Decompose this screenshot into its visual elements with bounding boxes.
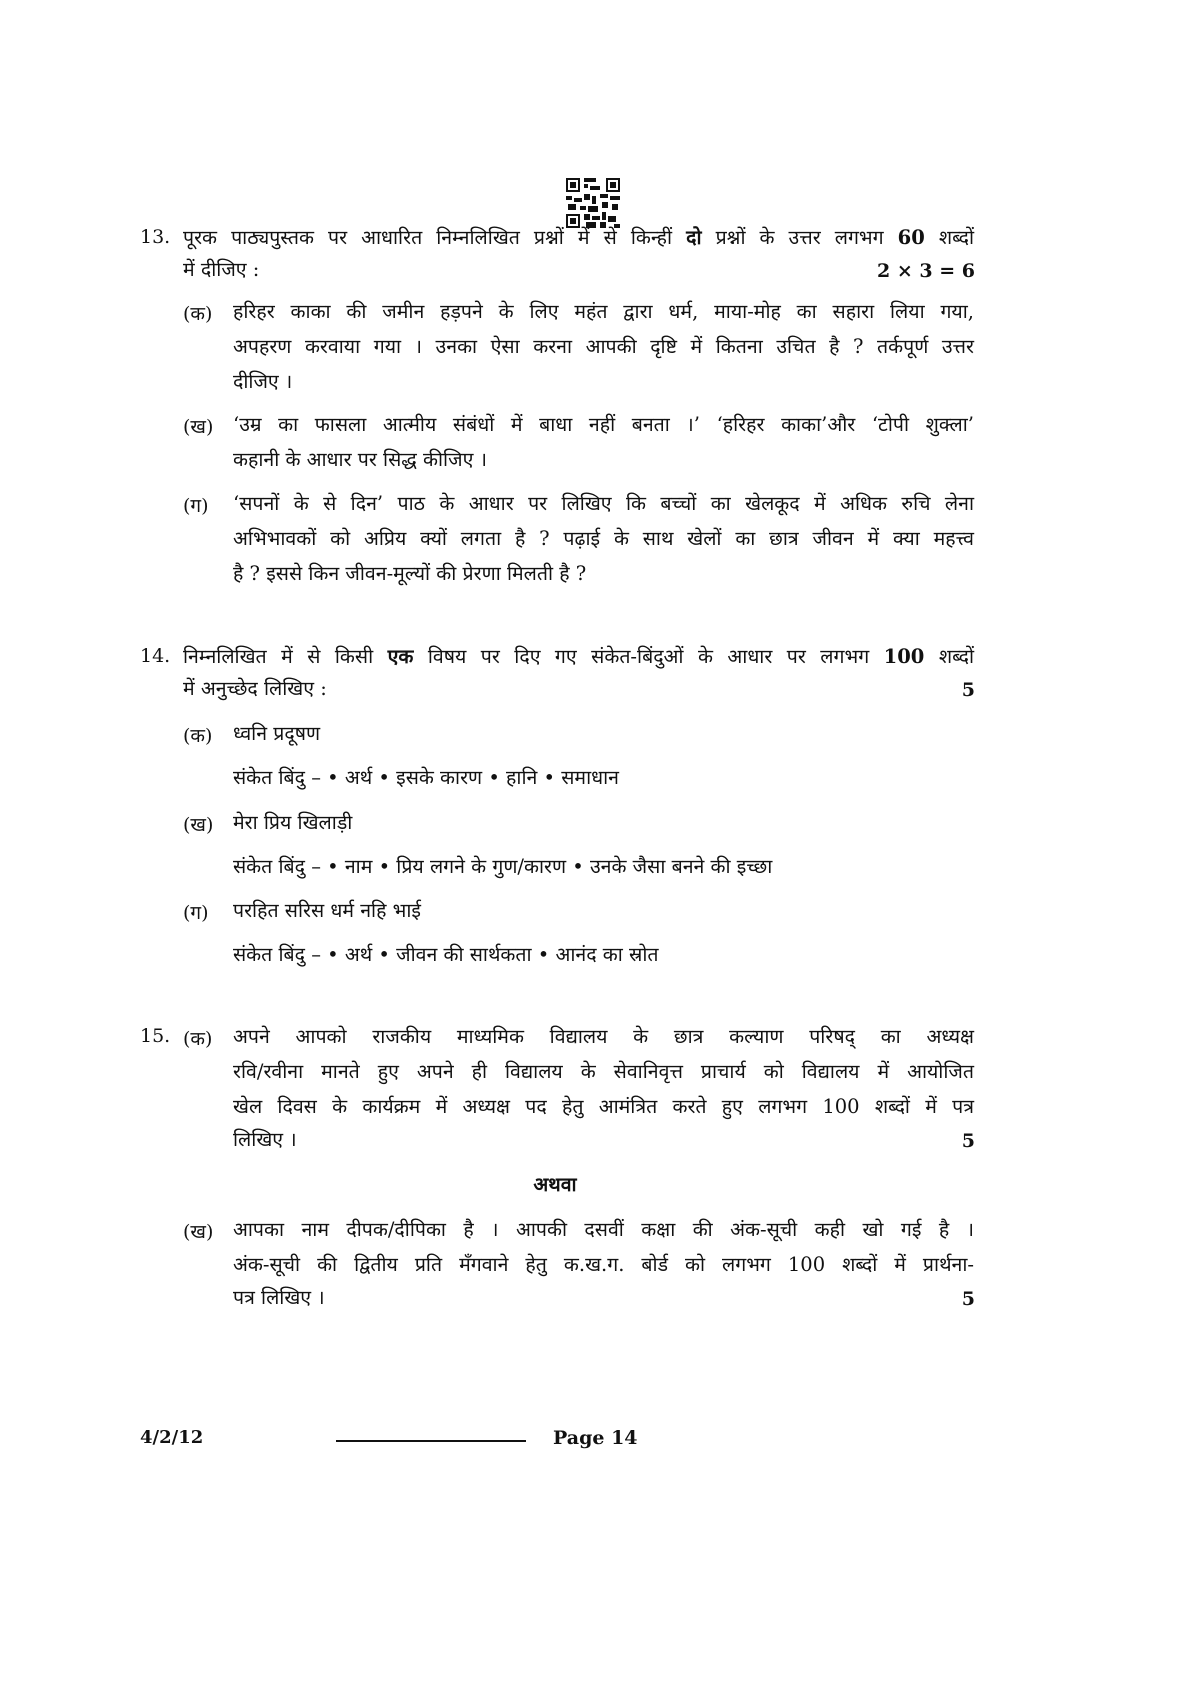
sub-question-line: कहानी के आधार पर सिद्ध कीजिए । — [233, 448, 487, 471]
stem-text: शब्दों — [924, 645, 974, 668]
stem-emphasis: एक — [387, 645, 414, 668]
topic-label: (क) — [183, 725, 213, 747]
topic-hints: संकेत बिंदु – • अर्थ • जीवन की सार्थकता • आनंद का स्रोत — [233, 943, 659, 966]
sub-question-label: (ग) — [183, 495, 209, 517]
topic-title: ध्वनि प्रदूषण — [233, 722, 321, 745]
word-count: 100 — [883, 645, 925, 668]
sub-question-line: लिखिए । — [233, 1128, 297, 1151]
paper-code: 4/2/12 — [140, 1427, 204, 1448]
stem-text: पूरक पाठ्यपुस्तक पर आधारित निम्नलिखित प्रश्नों में से किन्हीं — [183, 226, 687, 249]
question-stem-line2: में दीजिए : — [183, 258, 260, 281]
stem-text: शब्दों — [924, 226, 974, 249]
marks: 5 — [961, 1288, 975, 1310]
or-divider: अथवा — [533, 1173, 577, 1196]
footer-divider — [336, 1440, 526, 1442]
topic-label: (ग) — [183, 902, 209, 924]
question-stem-line2: में अनुच्छेद लिखिए : — [183, 677, 327, 700]
topic-hints: संकेत बिंदु – • नाम • प्रिय लगने के गुण/कारण • उनके जैसा बनने की इच्छा — [233, 855, 773, 878]
topic-label: (ख) — [183, 814, 214, 836]
question-number: 15. — [140, 1025, 171, 1047]
sub-question-line: रवि/रवीना मानते हुए अपने ही विद्यालय के सेवानिवृत्त प्राचार्य को विद्यालय में आयोजित — [233, 1060, 974, 1083]
question-number: 14. — [140, 645, 171, 667]
topic-title: परहित सरिस धर्म नहि भाई — [233, 899, 421, 922]
sub-question-line: अपने आपको राजकीय माध्यमिक विद्यालय के छात्र कल्याण परिषद् का अध्यक्ष — [233, 1025, 974, 1048]
stem-text: प्रश्नों के उत्तर लगभग — [701, 226, 898, 249]
question-stem — [183, 645, 974, 669]
sub-question-line: है ? इससे किन जीवन-मूल्यों की प्रेरणा मिलती है ? — [233, 562, 587, 585]
sub-question-line: दीजिए । — [233, 370, 293, 393]
marks: 5 — [961, 679, 975, 701]
stem-text: विषय पर दिए गए संकेत-बिंदुओं के आधार पर लगभग — [413, 645, 884, 668]
marks: 2 × 3 = 6 — [877, 260, 975, 282]
sub-question-label: (ख) — [183, 416, 214, 438]
sub-question-line: ‘उम्र का फासला आत्मीय संबंधों में बाधा नहीं बनता ।’ ‘हरिहर काका’और ‘टोपी शुक्ला’ — [233, 413, 974, 436]
sub-question-label: (ख) — [183, 1221, 214, 1243]
sub-question-line: पत्र लिखिए । — [233, 1286, 325, 1309]
question-stem — [183, 226, 974, 250]
sub-question-line: खेल दिवस के कार्यक्रम में अध्यक्ष पद हेतु आमंत्रित करते हुए लगभग 100 शब्दों में पत्र — [233, 1095, 974, 1118]
sub-question-line: अभिभावकों को अप्रिय क्यों लगता है ? पढ़ाई के साथ खेलों का छात्र जीवन में क्या महत्त्व — [233, 527, 974, 550]
qr-code-icon — [566, 178, 620, 228]
topic-title: मेरा प्रिय खिलाड़ी — [233, 811, 353, 834]
sub-question-line: ‘सपनों के से दिन’ पाठ के आधार पर लिखिए कि बच्चों का खेलकूद में अधिक रुचि लेना — [233, 492, 974, 515]
page-number: Page 14 — [553, 1427, 638, 1449]
marks: 5 — [961, 1130, 975, 1152]
sub-question-line: आपका नाम दीपक/दीपिका है । आपकी दसवीं कक्षा की अंक-सूची कही खो गई है । — [233, 1218, 974, 1241]
sub-question-line: अंक-सूची की द्वितीय प्रति मँगवाने हेतु क.ख.ग. बोर्ड को लगभग 100 शब्दों में प्रार्थना- — [233, 1253, 974, 1276]
question-number: 13. — [140, 226, 171, 248]
stem-text: निम्नलिखित में से किसी — [183, 645, 388, 668]
stem-emphasis: दो — [686, 226, 702, 249]
sub-question-label: (क) — [183, 303, 213, 325]
sub-question-line: हरिहर काका की जमीन हड़पने के लिए महंत द्वारा धर्म, माया-मोह का सहारा लिया गया, — [233, 300, 974, 323]
topic-hints: संकेत बिंदु – • अर्थ • इसके कारण • हानि • समाधान — [233, 766, 619, 789]
sub-question-line: अपहरण करवाया गया । उनका ऐसा करना आपकी दृष्टि में कितना उचित है ? तर्कपूर्ण उत्तर — [233, 335, 974, 358]
word-count: 60 — [897, 226, 925, 249]
sub-question-label: (क) — [183, 1028, 213, 1050]
